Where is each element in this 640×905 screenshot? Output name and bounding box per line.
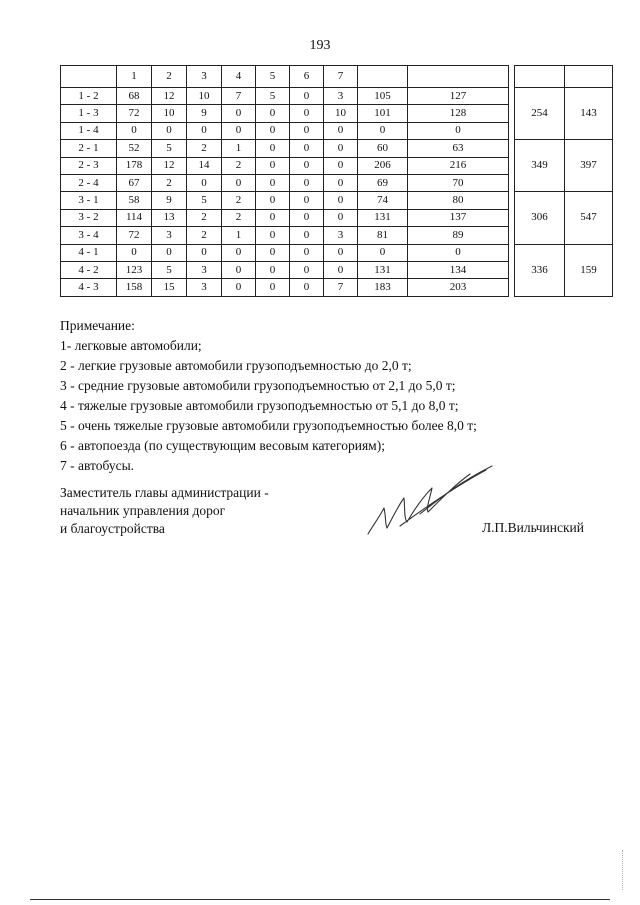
value-cell: 0 [256, 192, 290, 209]
value-cell: 0 [256, 157, 290, 174]
note-item: 1- легковые автомобили; [60, 338, 202, 353]
scan-edge-mark [622, 850, 623, 890]
group-total-cell: 547 [565, 192, 613, 244]
group-total-cell: 336 [515, 244, 565, 296]
header-total-cell [565, 66, 613, 88]
column-gap [509, 227, 515, 244]
value-cell: 10 [324, 105, 358, 122]
value-cell: 5 [152, 140, 187, 157]
column-gap [509, 279, 515, 296]
value-cell: 206 [358, 157, 408, 174]
note-item: 4 - тяжелые грузовые автомобили грузоподъемностью от 5,1 до 8,0 т; [60, 398, 459, 413]
value-cell: 7 [324, 279, 358, 296]
value-cell: 131 [358, 261, 408, 278]
value-cell: 1 [222, 227, 256, 244]
value-cell: 0 [222, 174, 256, 191]
value-cell: 127 [408, 88, 509, 105]
value-cell: 123 [117, 261, 152, 278]
route-label-cell: 1 - 2 [61, 88, 117, 105]
route-label-cell: 3 - 4 [61, 227, 117, 244]
value-cell: 137 [408, 209, 509, 226]
note-item: 6 - автопоезда (по существующим весовым категориям); [60, 438, 385, 453]
value-cell: 0 [290, 140, 324, 157]
value-cell: 0 [290, 122, 324, 139]
value-cell: 0 [256, 261, 290, 278]
value-cell: 101 [358, 105, 408, 122]
value-cell: 2 [222, 192, 256, 209]
value-cell: 114 [117, 209, 152, 226]
value-cell: 63 [408, 140, 509, 157]
value-cell: 158 [117, 279, 152, 296]
value-cell: 0 [324, 244, 358, 261]
value-cell: 9 [152, 192, 187, 209]
header-cell [408, 66, 509, 88]
value-cell: 3 [324, 88, 358, 105]
value-cell: 0 [117, 122, 152, 139]
note-item: 3 - средние грузовые автомобили грузоподъемностью от 2,1 до 5,0 т; [60, 378, 456, 393]
value-cell: 0 [187, 122, 222, 139]
notes-block [60, 316, 477, 476]
signer-name: Л.П.Вильчинский [482, 520, 584, 535]
value-cell: 183 [358, 279, 408, 296]
value-cell: 14 [187, 157, 222, 174]
value-cell: 0 [222, 105, 256, 122]
notes-heading: Примечание: [60, 318, 135, 333]
signatory-title-line: начальник управления дорог [60, 503, 226, 518]
value-cell: 0 [358, 122, 408, 139]
value-cell: 3 [324, 227, 358, 244]
value-cell: 68 [117, 88, 152, 105]
value-cell: 216 [408, 157, 509, 174]
signatory-title-line: Заместитель главы администрации - [60, 485, 269, 500]
route-label-cell: 4 - 3 [61, 279, 117, 296]
group-total-cell: 159 [565, 244, 613, 296]
column-gap [509, 261, 515, 278]
value-cell: 2 [222, 209, 256, 226]
value-cell: 58 [117, 192, 152, 209]
signatory-title-line: и благоустройства [60, 521, 165, 536]
value-cell: 0 [290, 244, 324, 261]
value-cell: 2 [152, 174, 187, 191]
value-cell: 178 [117, 157, 152, 174]
value-cell: 72 [117, 227, 152, 244]
value-cell: 67 [117, 174, 152, 191]
value-cell: 1 [222, 140, 256, 157]
value-cell: 3 [187, 279, 222, 296]
traffic-table [60, 65, 613, 297]
value-cell: 0 [290, 227, 324, 244]
value-cell: 10 [152, 105, 187, 122]
value-cell: 0 [222, 122, 256, 139]
value-cell: 203 [408, 279, 509, 296]
header-total-cell [515, 66, 565, 88]
value-cell: 0 [256, 227, 290, 244]
value-cell: 0 [290, 174, 324, 191]
value-cell: 0 [408, 122, 509, 139]
column-gap [509, 122, 515, 139]
value-cell: 2 [187, 209, 222, 226]
header-cell: 2 [152, 66, 187, 88]
value-cell: 2 [187, 227, 222, 244]
value-cell: 0 [256, 209, 290, 226]
value-cell: 9 [187, 105, 222, 122]
value-cell: 7 [222, 88, 256, 105]
value-cell: 0 [324, 122, 358, 139]
value-cell: 0 [290, 261, 324, 278]
column-gap [509, 105, 515, 122]
value-cell: 5 [152, 261, 187, 278]
value-cell: 89 [408, 227, 509, 244]
value-cell: 0 [117, 244, 152, 261]
page-bottom-rule [30, 899, 610, 900]
value-cell: 0 [324, 209, 358, 226]
value-cell: 0 [222, 279, 256, 296]
column-gap [509, 174, 515, 191]
value-cell: 15 [152, 279, 187, 296]
value-cell: 0 [256, 279, 290, 296]
value-cell: 131 [358, 209, 408, 226]
value-cell: 0 [290, 105, 324, 122]
value-cell: 2 [187, 140, 222, 157]
value-cell: 10 [187, 88, 222, 105]
route-label-cell: 4 - 2 [61, 261, 117, 278]
header-cell: 4 [222, 66, 256, 88]
route-label-cell: 4 - 1 [61, 244, 117, 261]
note-item: 7 - автобусы. [60, 458, 135, 473]
value-cell: 12 [152, 88, 187, 105]
group-total-cell: 349 [515, 140, 565, 192]
value-cell: 0 [290, 157, 324, 174]
column-gap [509, 209, 515, 226]
value-cell: 134 [408, 261, 509, 278]
value-cell: 105 [358, 88, 408, 105]
value-cell: 0 [222, 244, 256, 261]
value-cell: 69 [358, 174, 408, 191]
value-cell: 52 [117, 140, 152, 157]
value-cell: 0 [256, 105, 290, 122]
value-cell: 80 [408, 192, 509, 209]
value-cell: 0 [152, 122, 187, 139]
value-cell: 0 [222, 261, 256, 278]
route-label-cell: 2 - 1 [61, 140, 117, 157]
route-label-cell: 2 - 4 [61, 174, 117, 191]
value-cell: 0 [256, 244, 290, 261]
value-cell: 0 [256, 140, 290, 157]
header-cell: 1 [117, 66, 152, 88]
value-cell: 0 [256, 122, 290, 139]
value-cell: 0 [290, 209, 324, 226]
value-cell: 0 [324, 261, 358, 278]
value-cell: 0 [187, 244, 222, 261]
value-cell: 12 [152, 157, 187, 174]
table-row [61, 244, 613, 261]
value-cell: 0 [187, 174, 222, 191]
header-cell: 3 [187, 66, 222, 88]
value-cell: 0 [290, 279, 324, 296]
value-cell: 0 [324, 174, 358, 191]
note-item: 2 - легкие грузовые автомобили грузоподъемностью до 2,0 т; [60, 358, 412, 373]
value-cell: 0 [256, 174, 290, 191]
value-cell: 72 [117, 105, 152, 122]
value-cell: 128 [408, 105, 509, 122]
value-cell: 5 [187, 192, 222, 209]
signatory-title [60, 484, 269, 538]
table-header-row [61, 66, 613, 88]
header-cell: 6 [290, 66, 324, 88]
route-label-cell: 1 - 3 [61, 105, 117, 122]
column-gap [509, 157, 515, 174]
header-corner-cell [61, 66, 117, 88]
header-cell [358, 66, 408, 88]
value-cell: 0 [358, 244, 408, 261]
value-cell: 3 [187, 261, 222, 278]
value-cell: 2 [222, 157, 256, 174]
header-cell: 5 [256, 66, 290, 88]
route-label-cell: 3 - 1 [61, 192, 117, 209]
page-number: 193 [309, 38, 331, 53]
value-cell: 0 [324, 157, 358, 174]
value-cell: 13 [152, 209, 187, 226]
table-body [61, 66, 613, 297]
value-cell: 81 [358, 227, 408, 244]
value-cell: 74 [358, 192, 408, 209]
value-cell: 70 [408, 174, 509, 191]
table-row [61, 192, 613, 209]
route-label-cell: 3 - 2 [61, 209, 117, 226]
value-cell: 0 [290, 192, 324, 209]
group-total-cell: 254 [515, 88, 565, 140]
route-label-cell: 1 - 4 [61, 122, 117, 139]
value-cell: 5 [256, 88, 290, 105]
header-cell: 7 [324, 66, 358, 88]
value-cell: 0 [408, 244, 509, 261]
value-cell: 0 [324, 192, 358, 209]
route-label-cell: 2 - 3 [61, 157, 117, 174]
table-row [61, 88, 613, 105]
group-total-cell: 143 [565, 88, 613, 140]
value-cell: 0 [290, 88, 324, 105]
value-cell: 0 [152, 244, 187, 261]
value-cell: 60 [358, 140, 408, 157]
value-cell: 3 [152, 227, 187, 244]
group-total-cell: 306 [515, 192, 565, 244]
group-total-cell: 397 [565, 140, 613, 192]
note-item: 5 - очень тяжелые грузовые автомобили грузоподъемностью более 8,0 т; [60, 418, 477, 433]
table-row [61, 140, 613, 157]
value-cell: 0 [324, 140, 358, 157]
